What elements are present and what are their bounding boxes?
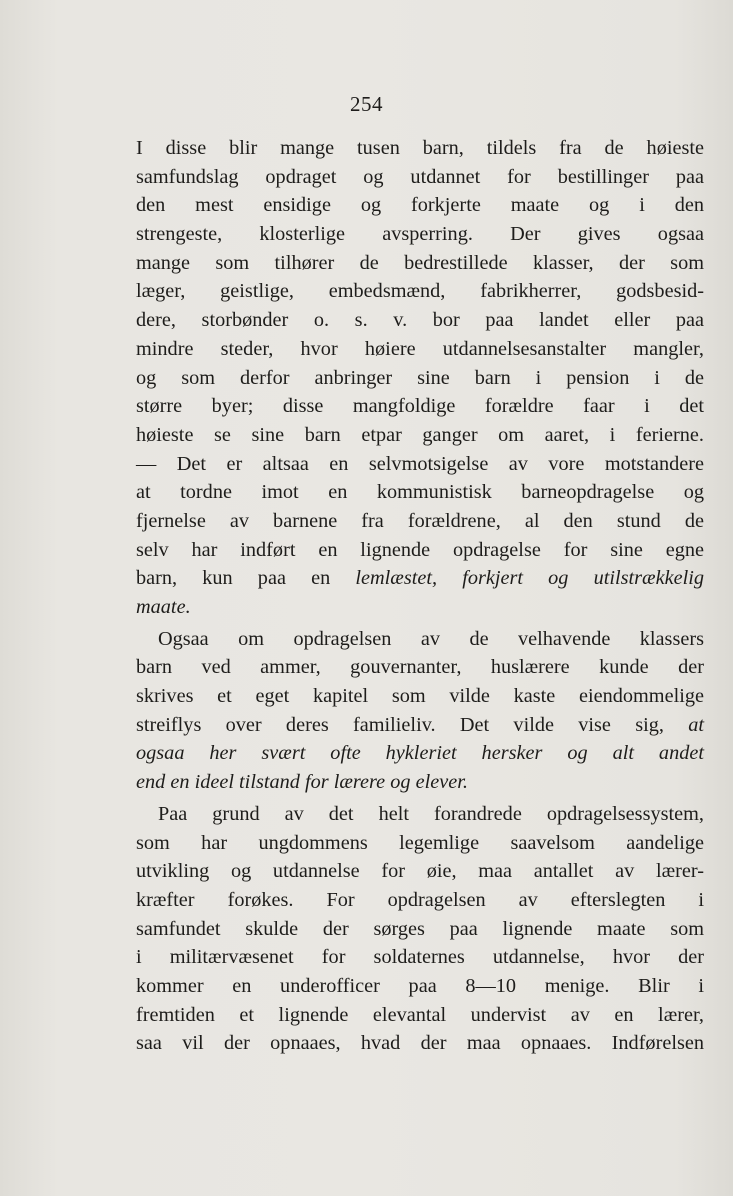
text-line: [136, 593, 704, 622]
text-line: I disse blir mange tusen barn, tildels fra de høieste: [136, 137, 704, 159]
text-emphasis: lemlæstet, forkjert og utilstrækkelig: [355, 567, 704, 590]
text-line: som har ungdommens legemlige saavelsom aandelige: [136, 831, 704, 854]
text-line: kommer en underofficer paa 8—10 menige. Blir i: [136, 974, 704, 997]
text-emphasis: end en ideel tilstand for lærere og elever.: [136, 771, 468, 794]
text-line: mindre steder, hvor høiere utdannelsesanstalter mangler,: [136, 337, 704, 360]
text-line: kræfter forøkes. For opdragelsen av efterslegten i: [136, 888, 704, 911]
text-line: strengeste, klosterlige avsperring. Der gives ogsaa: [136, 223, 704, 246]
text-emphasis: ogsaa her svært ofte hykleriet hersker og alt andet: [136, 742, 704, 765]
text-emphasis: maate.: [136, 596, 191, 618]
text-line: selv har indført en lignende opdragelse for sine egne: [136, 538, 704, 561]
text-normal: streiflys over deres familieliv. Det vilde vise sig,: [136, 713, 689, 736]
text-line: barn ved ammer, gouvernanter, huslærere kunde der: [136, 656, 704, 679]
text-line: skrives et eget kapitel som vilde kaste eiendommelige: [136, 685, 704, 708]
text-line: høieste se sine barn etpar ganger om aaret, i ferierne.: [136, 423, 704, 446]
text-line: at tordne imot en kommunistisk barneopdragelse og: [136, 481, 704, 504]
text-line: samfundet skulde der sørges paa lignende maate som: [136, 917, 704, 940]
text-line: dere, storbønder o. s. v. bor paa landet eller paa: [136, 309, 704, 332]
text-line: [136, 768, 704, 797]
text-line: saa vil der opnaaes, hvad der maa opnaaes. Indførelsen: [136, 1032, 704, 1055]
text-line: i militærvæsenet for soldaternes utdannelse, hvor der: [136, 946, 704, 969]
text-line: [136, 739, 704, 768]
text-line: utvikling og utdannelse for øie, maa antallet av lærer-: [136, 860, 704, 883]
text-emphasis: at: [688, 713, 704, 736]
text-line: læger, geistlige, embedsmænd, fabrikherrer, godsbesid-: [136, 280, 704, 303]
page-number: 254: [350, 92, 383, 116]
text-line: Ogsaa om opdragelsen av de velhavende klassers: [158, 627, 704, 650]
text-line: Paa grund av det helt forandrede opdragelsessystem,: [158, 802, 704, 825]
text-line: fjernelse av barnene fra forældrene, al den stund de: [136, 509, 704, 532]
text-line: større byer; disse mangfoldige forældre faar i det: [136, 395, 704, 418]
text-line: — Det er altsaa en selvmotsigelse av vore motstandere: [136, 452, 704, 475]
text-line: mange som tilhører de bedrestillede klasser, der som: [136, 251, 704, 274]
text-line: og som derfor anbringer sine barn i pension i de: [136, 366, 704, 389]
text-line: den mest ensidige og forkjerte maate og i den: [136, 194, 704, 217]
text-line: samfundslag opdraget og utdannet for bestillinger paa: [136, 165, 704, 188]
text-line: [136, 711, 704, 740]
text-normal: barn, kun paa en: [136, 567, 356, 590]
text-line: [136, 564, 704, 593]
text-line: fremtiden et lignende elevantal undervist av en lærer,: [136, 1003, 704, 1026]
body-text: [136, 134, 704, 1058]
